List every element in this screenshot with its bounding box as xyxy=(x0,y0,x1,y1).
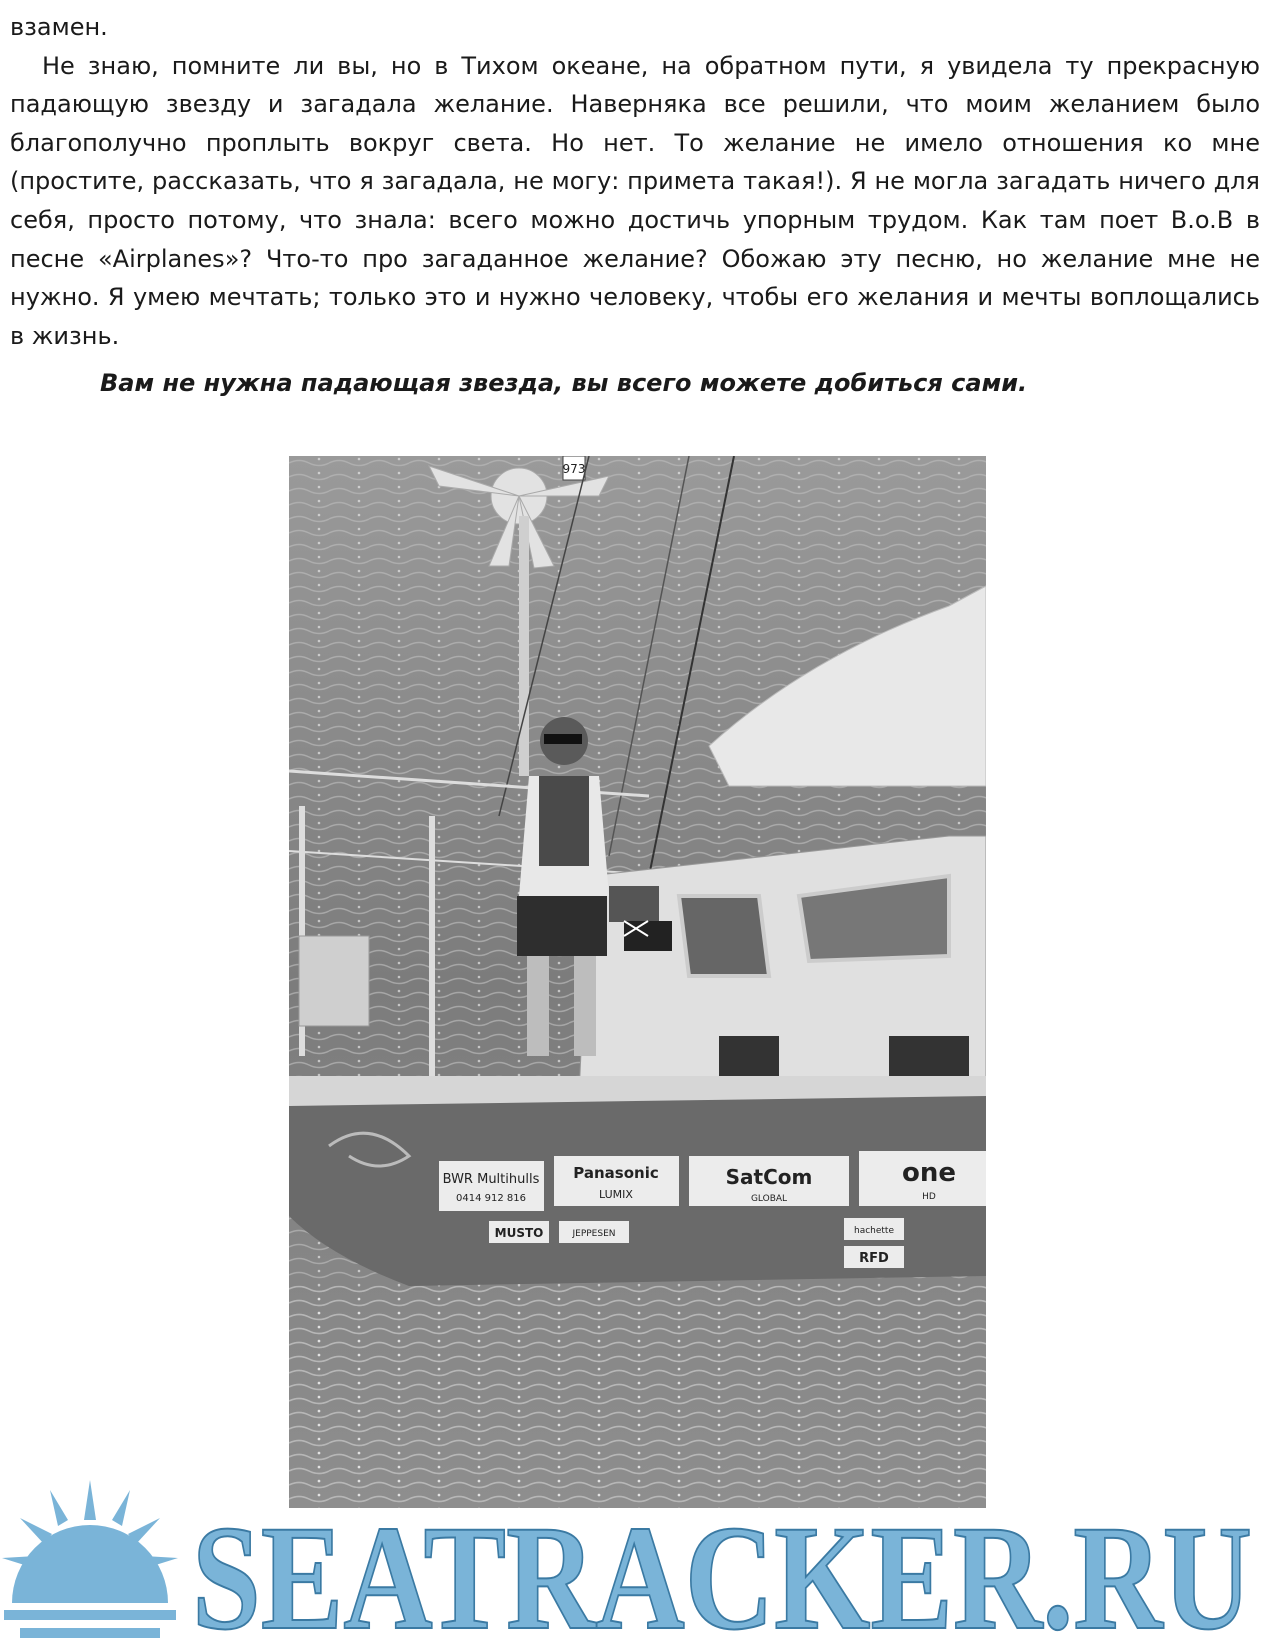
svg-text:LUMIX: LUMIX xyxy=(599,1188,633,1201)
sailboat-illustration xyxy=(289,456,986,1508)
svg-text:SatCom: SatCom xyxy=(725,1165,813,1189)
body-text xyxy=(10,8,1260,355)
seatracker-watermark xyxy=(0,1476,1275,1650)
sun-icon xyxy=(2,1480,178,1638)
svg-text:MUSTO: MUSTO xyxy=(494,1226,544,1240)
watermark-text: SEATRACKER.RU xyxy=(192,1495,1252,1650)
main-paragraph: Не знаю, помните ли вы, но в Тихом океане, на обратном пути, я увидела ту прекрасную падающую звезду и загадала желание. Наверняка все решили, что моим желанием было благополучно проплыть вокруг света. Но нет. То желание не имело отношения ко мне (простите, рассказать, что я загадала, не могу: примета такая!). Я не могла загадать ничего для себя, просто потому, что знала: всего можно достичь упорным трудом. Как там поет B.o.B в песне «Airplanes»? Что-то про загаданное желание? Обожаю эту песню, но желание мне не нужно. Я умею мечтать; только это и нужно человеку, чтобы его желания и мечты воплощались в жизнь. xyxy=(10,51,1260,350)
svg-text:RFD: RFD xyxy=(859,1251,889,1266)
svg-text:JEPPESEN: JEPPESEN xyxy=(572,1229,616,1239)
svg-text:hachette: hachette xyxy=(853,1226,895,1236)
svg-text:GLOBAL: GLOBAL xyxy=(750,1194,788,1204)
svg-text:HD: HD xyxy=(922,1192,936,1202)
svg-text:one: one xyxy=(901,1158,957,1188)
sailboat-photo xyxy=(289,456,986,1508)
svg-text:Panasonic: Panasonic xyxy=(573,1164,659,1182)
svg-text:BWR Multihulls: BWR Multihulls xyxy=(442,1172,540,1187)
svg-text:0414 912 816: 0414 912 816 xyxy=(456,1193,526,1204)
quote-line: Вам не нужна падающая звезда, вы всего можете добиться сами. xyxy=(100,369,1028,397)
sail-number: 973 xyxy=(562,462,586,476)
line-first: взамен. xyxy=(10,13,108,41)
